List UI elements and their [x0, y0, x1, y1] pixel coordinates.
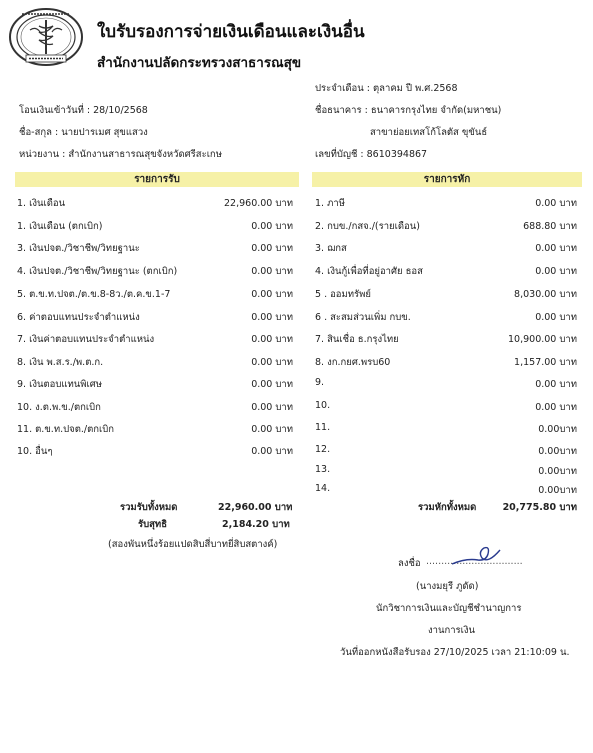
deduction-item-label: 7. สินเชื่อ ธ.กรุงไทย	[315, 334, 399, 345]
ministry-seal-logo	[6, 6, 86, 68]
deduction-item-label: 4. เงินกู้เพื่อที่อยู่อาศัย ธอส	[315, 266, 423, 277]
income-item-label: 3. เงินปจต./วิชาชีพ/วิทยฐานะ	[17, 243, 140, 254]
income-item-amount: 0.00 บาท	[251, 334, 293, 345]
bank-branch: สาขาย่อยเทสโก้โลตัส ขุขันธ์	[370, 127, 488, 138]
income-item-amount: 0.00 บาท	[251, 446, 293, 457]
net-pay-label: รับสุทธิ	[138, 519, 167, 530]
handwritten-signature	[448, 538, 508, 570]
deduction-item-label: 3. ฌกส	[315, 243, 347, 254]
signatory-name: (นางมยุรี ภูดัด)	[416, 581, 479, 592]
deduction-item-label: 11.	[315, 422, 331, 433]
transfer-date: โอนเงินเข้าวันที่ : 28/10/2568	[19, 105, 148, 116]
income-item-label: 10. อื่นๆ	[17, 446, 53, 457]
income-item-amount: 0.00 บาท	[251, 243, 293, 254]
employee-unit: หน่วยงาน : สำนักงานสาธารณสุขจังหวัดศรีสะเกษ	[19, 149, 222, 160]
signature-dots: ................................	[426, 556, 523, 567]
signature-label: ลงชื่อ	[398, 558, 421, 569]
deduction-item-amount: 688.80 บาท	[523, 221, 577, 232]
deduction-item-amount: 0.00 บาท	[535, 379, 577, 390]
income-item-label: 8. เงิน พ.ส.ร./พ.ต.ก.	[17, 357, 104, 368]
income-item-label: 11. ต.ข.ท.ปจต./ตกเบิก	[17, 424, 115, 435]
deduction-item-amount: 1,157.00 บาท	[514, 357, 577, 368]
deduction-total-value: 20,775.80 บาท	[502, 502, 577, 513]
income-header: รายการรับ	[15, 172, 299, 187]
deduction-item-amount: 8,030.00 บาท	[514, 289, 577, 300]
income-item-amount: 0.00 บาท	[251, 402, 293, 413]
deduction-item-label: 5 . ออมทรัพย์	[315, 289, 371, 300]
income-item-amount: 0.00 บาท	[251, 379, 293, 390]
income-item-amount: 0.00 บาท	[251, 289, 293, 300]
deduction-item-amount: 0.00บาท	[538, 446, 577, 457]
deduction-item-label: 12.	[315, 444, 331, 455]
income-item-amount: 22,960.00 บาท	[224, 198, 293, 209]
employee-name: ชื่อ-สกุล : นายปารเมศ สุขแสวง	[19, 127, 148, 138]
deduction-item-amount: 0.00บาท	[538, 485, 577, 496]
deduction-item-amount: 0.00 บาท	[535, 198, 577, 209]
deduction-item-label: 9.	[315, 377, 325, 388]
deduction-item-label: 13.	[315, 464, 331, 475]
income-item-label: 1. เงินเดือน (ตกเบิก)	[17, 221, 103, 232]
deduction-item-label: 2. กบข./กสจ./(รายเดือน)	[315, 221, 420, 232]
account-number: เลขที่บัญชี : 8610394867	[315, 149, 428, 160]
net-pay-value: 2,184.20 บาท	[222, 519, 290, 530]
income-item-label: 4. เงินปจต./วิชาชีพ/วิทยฐานะ (ตกเบิก)	[17, 266, 178, 277]
deduction-item-amount: 0.00บาท	[538, 466, 577, 477]
income-item-label: 6. ค่าตอบแทนประจำตำแหน่ง	[17, 312, 140, 323]
document-title: ใบรับรองการจ่ายเงินเดือนและเงินอื่น	[97, 22, 365, 42]
deductions-header: รายการหัก	[312, 172, 582, 187]
deduction-item-label: 10.	[315, 400, 331, 411]
income-total-value: 22,960.00 บาท	[218, 502, 293, 513]
income-item-amount: 0.00 บาท	[251, 266, 293, 277]
deduction-item-label: 1. ภาษี	[315, 198, 345, 209]
income-item-label: 7. เงินค่าตอบแทนประจำตำแหน่ง	[17, 334, 155, 345]
income-item-amount: 0.00 บาท	[251, 357, 293, 368]
deduction-item-amount: 0.00 บาท	[535, 243, 577, 254]
deduction-item-amount: 0.00บาท	[538, 424, 577, 435]
net-pay-words: (สองพันหนึ่งร้อยแปดสิบสี่บาทยี่สิบสตางค์)	[108, 539, 278, 550]
bank-name: ชื่อธนาคาร : ธนาคารกรุงไทย จำกัด(มหาชน)	[315, 105, 502, 116]
income-item-amount: 0.00 บาท	[251, 424, 293, 435]
deduction-item-label: 6 . สะสมส่วนเพิ่ม กบข.	[315, 312, 411, 323]
deduction-item-amount: 0.00 บาท	[535, 402, 577, 413]
pay-period: ประจำเดือน : ตุลาคม ปี พ.ศ.2568	[315, 83, 458, 94]
signatory-position: นักวิชาการเงินและบัญชีชำนาญการ	[376, 603, 522, 614]
income-item-label: 5. ต.ข.ท.ปจต./ต.ข.8-8ว./ต.ค.ข.1-7	[17, 289, 171, 300]
issue-timestamp: วันที่ออกหนังสือรับรอง 27/10/2025 เวลา 21:10:09 น.	[340, 647, 570, 658]
income-item-label: 9. เงินตอบแทนพิเศษ	[17, 379, 103, 390]
deduction-item-label: 8. งก.กยศ.พรบ60	[315, 357, 391, 368]
document-subtitle: สำนักงานปลัดกระทรวงสาธารณสุข	[97, 55, 302, 71]
deduction-item-amount: 10,900.00 บาท	[508, 334, 577, 345]
signatory-department: งานการเงิน	[428, 625, 476, 636]
income-item-label: 10. ง.ต.พ.ข./ตกเบิก	[17, 402, 101, 413]
deduction-item-label: 14.	[315, 483, 331, 494]
income-item-label: 1. เงินเดือน	[17, 198, 66, 209]
income-total-label: รวมรับทั้งหมด	[120, 502, 178, 513]
deduction-item-amount: 0.00 บาท	[535, 266, 577, 277]
deduction-item-amount: 0.00 บาท	[535, 312, 577, 323]
income-item-amount: 0.00 บาท	[251, 312, 293, 323]
income-item-amount: 0.00 บาท	[251, 221, 293, 232]
deduction-total-label: รวมหักทั้งหมด	[418, 502, 477, 513]
